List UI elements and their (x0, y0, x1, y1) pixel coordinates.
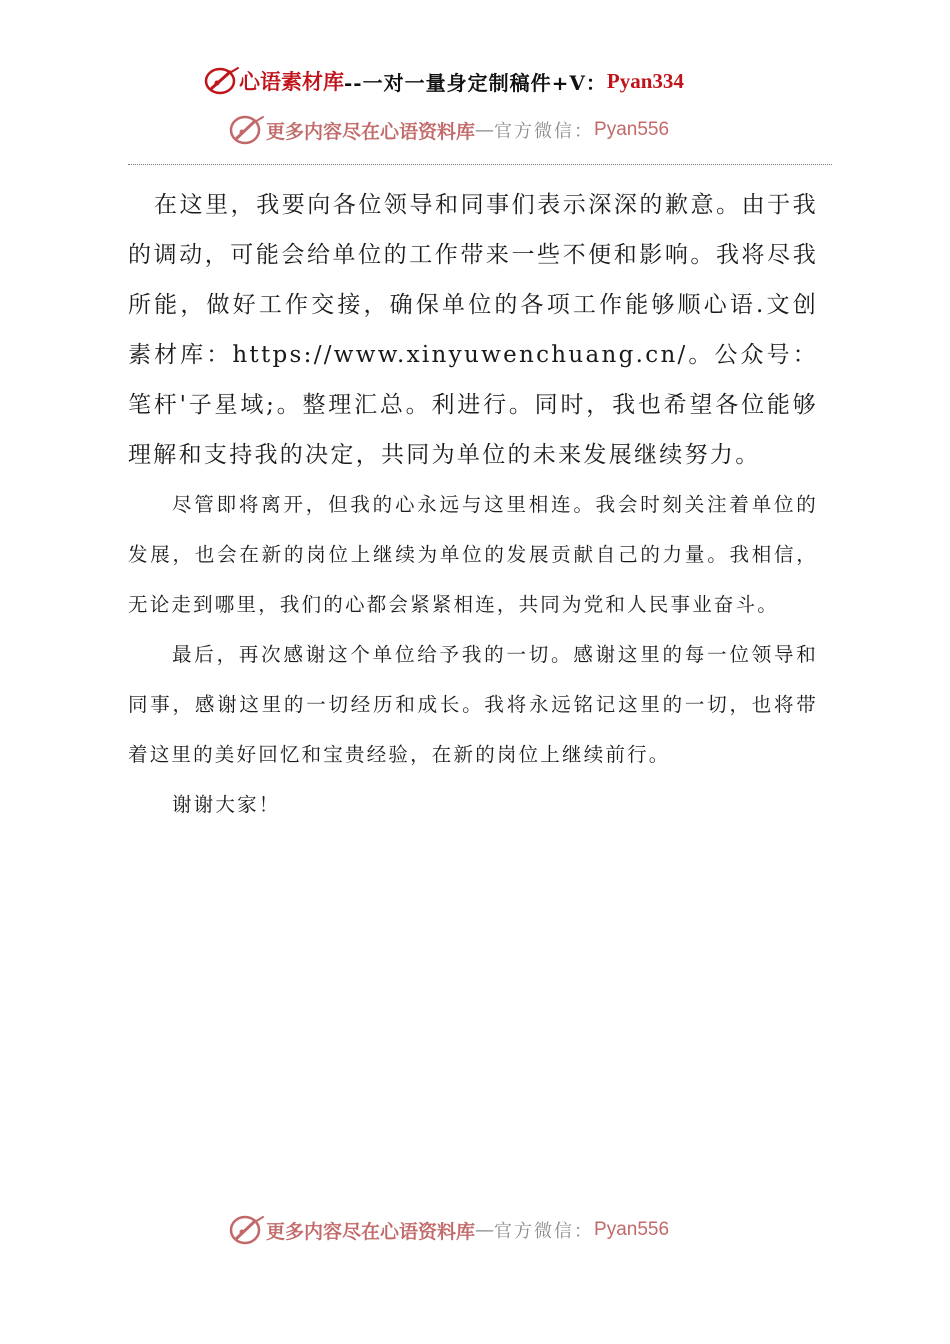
site-name: 心语素材库 (239, 69, 344, 94)
footer-official: 官方微信： (494, 1221, 595, 1242)
banner-id: Pyan556 (594, 119, 670, 140)
footer-dash: — (475, 1219, 495, 1241)
banner-dash: — (475, 119, 495, 141)
header-title (205, 64, 684, 98)
paragraph-4: 谢谢大家！ (172, 793, 281, 816)
top-banner (230, 114, 669, 146)
paragraph-2: 尽管即将离开，但我的心永远与这里相连。我会时刻关注着单位的发展，也会在新的岗位上继续为单位的发展贡献自己的力量。我相信，无论走到哪里，我们的心都会紧紧相连，共同为党和人民事业奋斗。 (128, 493, 818, 616)
document-body (128, 180, 818, 830)
paragraph-3: 最后，再次感谢这个单位给予我的一切。感谢这里的每一位领导和同事，感谢这里的一切经历和成长。我将永远铭记这里的一切，也将带着这里的美好回忆和宝贵经验，在新的岗位上继续前行。 (128, 643, 818, 766)
footer-banner (230, 1214, 669, 1246)
header-tagline: --一对一量身定制稿件+V： (344, 70, 607, 95)
header-wechat-id: Pyan334 (606, 68, 684, 93)
banner-official: 官方微信： (494, 121, 595, 142)
footer-id: Pyan556 (594, 1219, 670, 1240)
footer-brand: 更多内容尽在心语资料库 (266, 1220, 476, 1243)
paragraph-1: 在这里，我要向各位领导和同事们表示深深的歉意。由于我的调动，可能会给单位的工作带来一些不便和影响。我将尽我所能，做好工作交接，确保单位的各项工作能够顺心语.文创素材库：https://www.xinyuwenchuang.cn/。公众号：笔杆'子星域;。整理汇总。利进行。同时，我也希望各位能够理解和支持我的决定，共同为单位的未来发展继续努力。 (128, 192, 818, 468)
banner-brand: 更多内容尽在心语资料库 (266, 120, 476, 143)
header-divider (128, 164, 832, 165)
